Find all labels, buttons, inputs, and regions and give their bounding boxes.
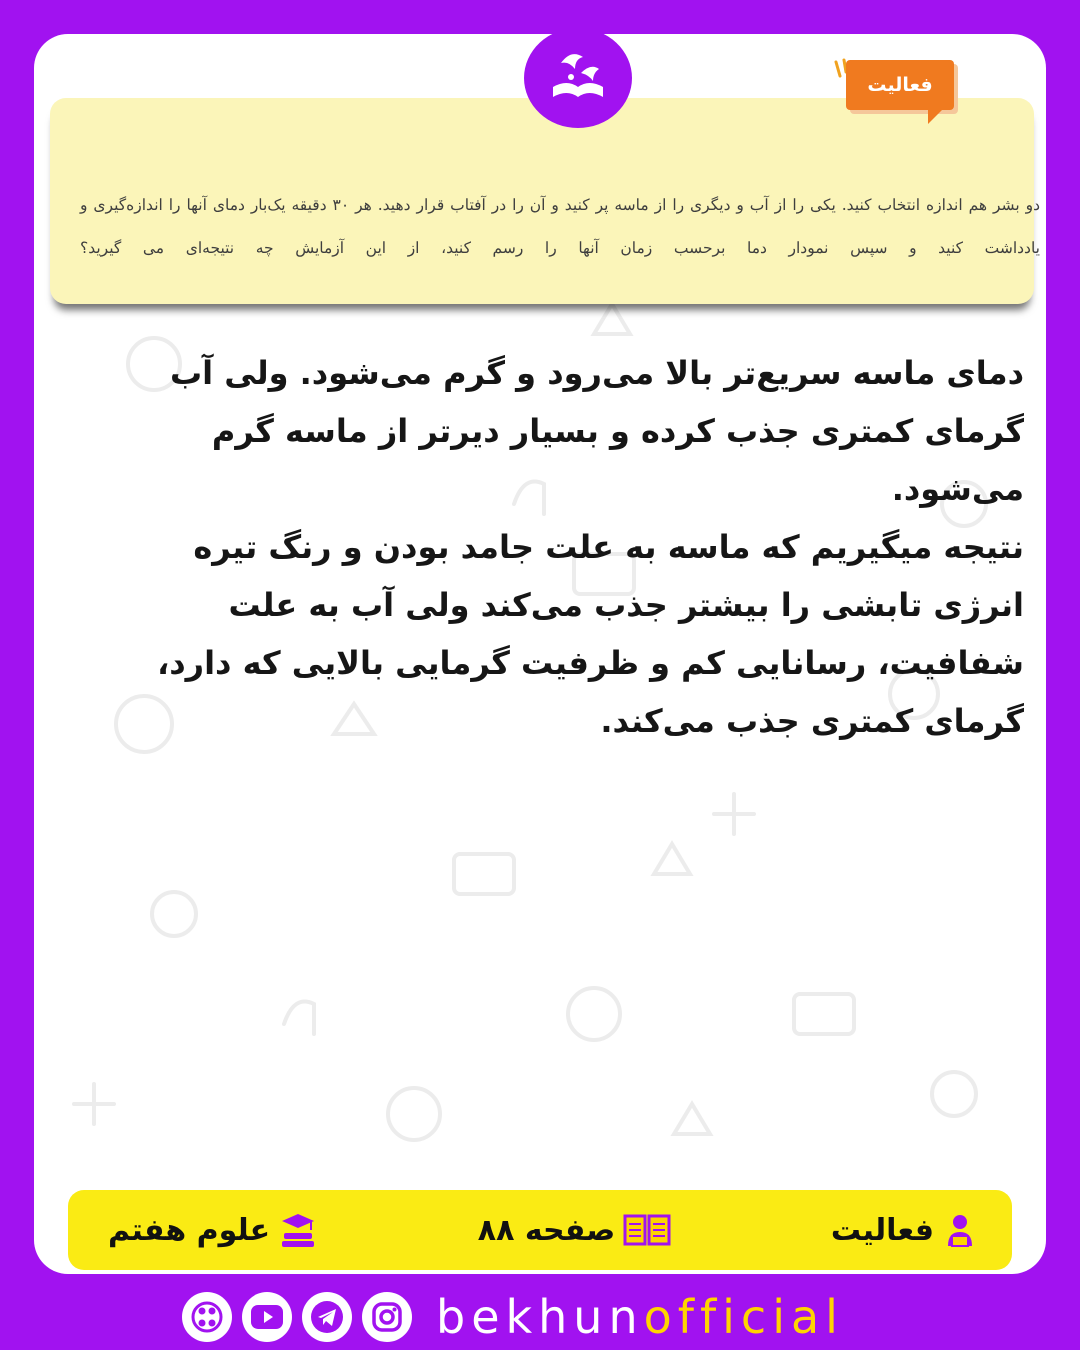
activity-label: فعالیت <box>830 1212 934 1248</box>
instagram-icon <box>371 1301 403 1333</box>
content-card <box>34 34 1046 1274</box>
footer <box>0 1284 1080 1350</box>
instagram-link[interactable] <box>362 1292 412 1342</box>
page-label: صفحه ۸۸ <box>477 1212 616 1248</box>
subject-info <box>108 1211 318 1249</box>
graduation-books-icon <box>278 1211 318 1249</box>
handle-part-1: bekhun <box>436 1290 644 1344</box>
answer-text <box>104 344 1024 750</box>
activity-tag: فعالیت <box>846 60 954 110</box>
aparat-icon <box>191 1301 223 1333</box>
teacher-icon <box>942 1212 978 1248</box>
answer-paragraph-1: دمای ماسه سریع‌تر بالا می‌رود و گرم می‌شود. ولی آب گرمای کمتری جذب کرده و بسیار دیرتر از ماسه گرم می‌شود. <box>169 354 1024 508</box>
textbook-excerpt <box>50 98 1040 304</box>
info-bar <box>68 1190 1012 1270</box>
subject-label: علوم هفتم <box>108 1212 271 1248</box>
page-info <box>478 1212 671 1248</box>
youtube-icon <box>250 1304 284 1330</box>
book-logo-icon <box>543 43 613 113</box>
handle-part-2: official <box>643 1290 844 1344</box>
open-book-icon <box>623 1212 671 1248</box>
aparat-link[interactable] <box>182 1292 232 1342</box>
social-handle[interactable] <box>436 1290 844 1344</box>
telegram-link[interactable] <box>302 1292 352 1342</box>
youtube-link[interactable] <box>242 1292 292 1342</box>
activity-info <box>831 1212 978 1248</box>
excerpt-text: دو بشر هم اندازه انتخاب کنید. یکی را از آب و دیگری را از ماسه پر کنید و آن را در آفتاب قرار دهید. هر ۳۰ دقیقه یک‌بار دمای آنها را اندازه‌گیری و یادداشت کنید و سپس نمودار دما برحسب زمان آنها را رسم کنید، از این آزمایش چه نتیجه‌ای می گیرید؟ <box>80 196 1040 257</box>
answer-paragraph-2: نتیجه میگیریم که ماسه به علت جامد بودن و رنگ تیره انرژی تابشی را بیشتر جذب می‌کند ولی آب به علت شفافیت، رسانایی کم و ظرفیت گرمایی بالایی که دارد، گرمای کمتری جذب می‌کند. <box>157 528 1024 740</box>
telegram-icon <box>310 1300 344 1334</box>
